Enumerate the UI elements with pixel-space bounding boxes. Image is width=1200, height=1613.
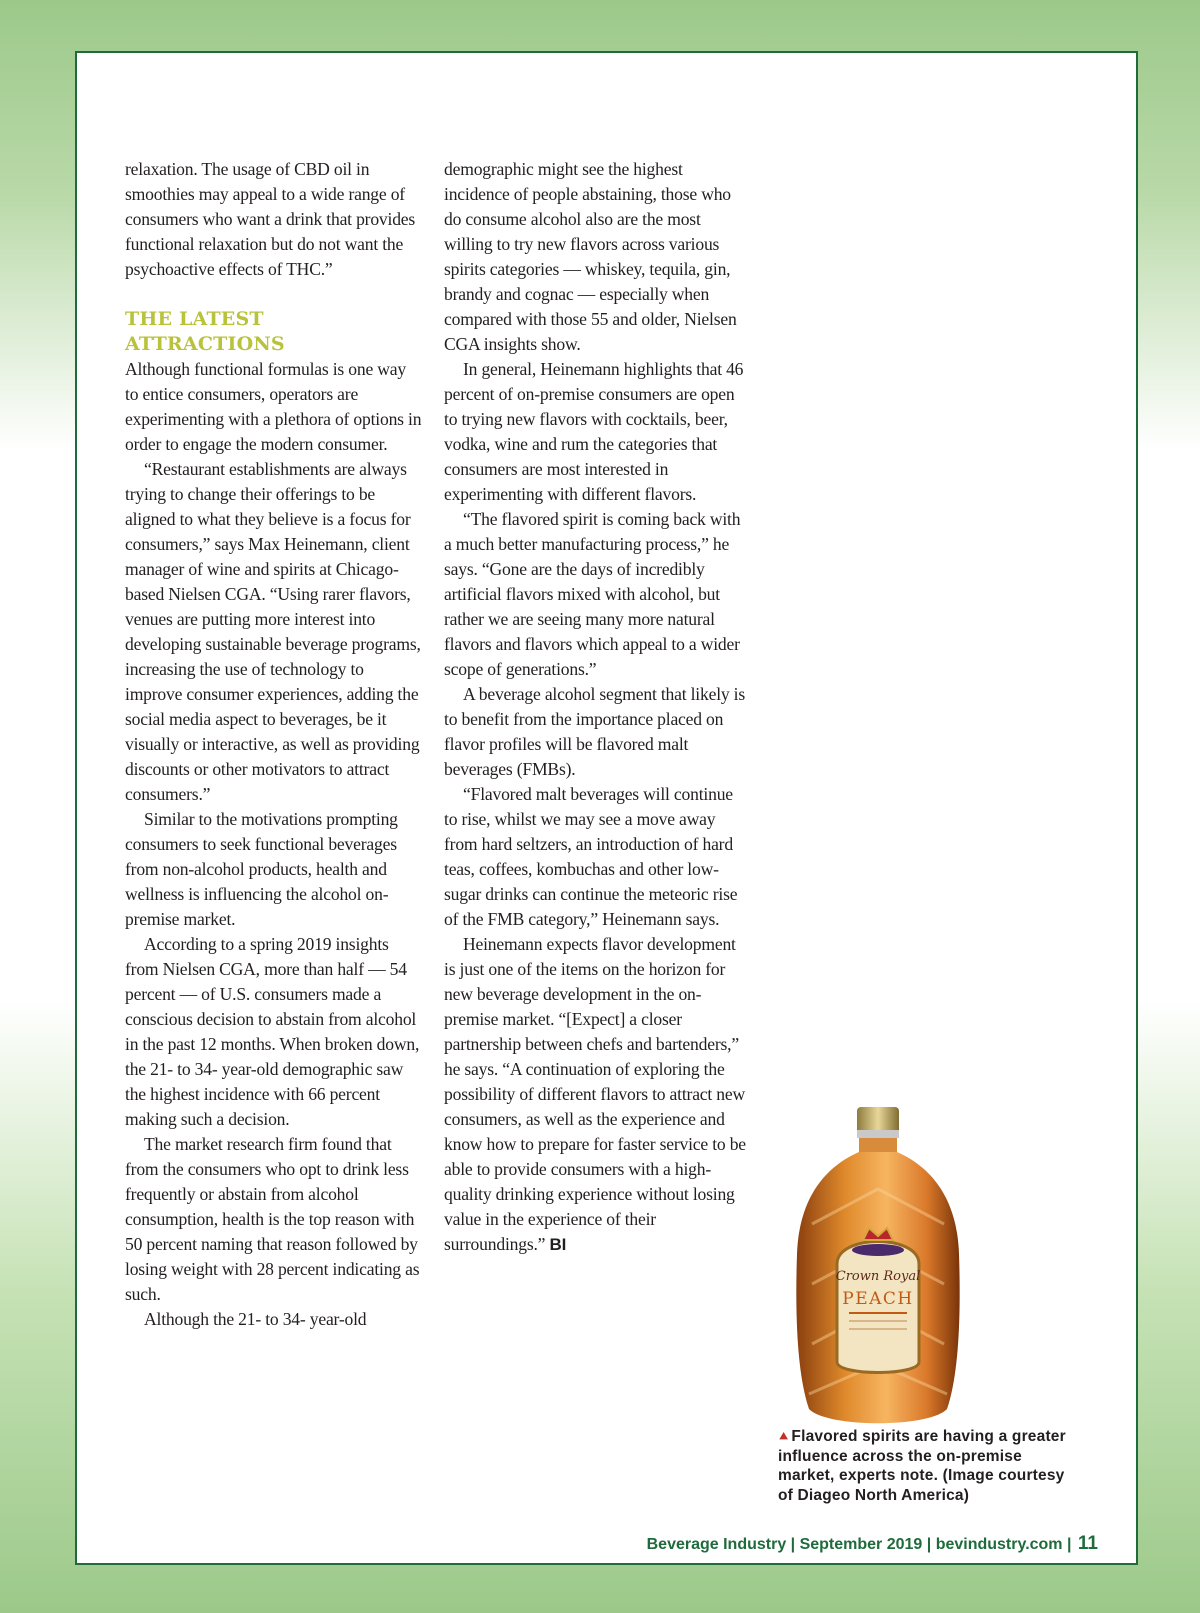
paragraph: A beverage alcohol segment that likely is to benefit from the importance placed on flavor profiles will be flavored malt beverages (FMBs).: [444, 684, 746, 779]
footer-text: Beverage Industry | September 2019 | bevindustry.com |: [646, 1536, 1072, 1553]
image-caption: [778, 1427, 1068, 1505]
article-column-left: [125, 157, 423, 1332]
paragraph: demographic might see the highest incidence of people abstaining, those who do consume alcohol also are the most willing to try new flavors across various spirits categories — whiskey, tequila, gin, brandy and cognac — especially when compared with those 55 and older, Nielsen CGA insights show.: [444, 159, 737, 354]
paragraph: Similar to the motivations prompting consumers to seek functional beverages from non-alcohol products, health and wellness is influencing the alcohol on-premise market.: [125, 809, 398, 929]
paragraph: “Restaurant establishments are always trying to change their offerings to be aligned to what they believe is a focus for consumers,” says Max Heinemann, client manager of wine and spirits at Chicago-based Nielsen CGA. “Using rarer flavors, venues are putting more interest into developing sustainable beverage programs, increasing the use of technology to improve consumer experiences, adding the social media aspect to beverages, be it visually or interactive, as well as providing discounts or other motivators to attract consumers.”: [125, 459, 421, 804]
article-column-middle: [444, 157, 746, 1257]
crown-royal-peach-bottle-image: [787, 1104, 969, 1434]
paragraph: Although the 21- to 34- year-old: [144, 1309, 367, 1329]
paragraph: Although functional formulas is one way to entice consumers, operators are experimenting with a plethora of options in order to engage the modern consumer.: [125, 359, 422, 454]
paragraph: In general, Heinemann highlights that 46 percent of on-premise consumers are open to trying new flavors with cocktails, beer, vodka, wine and rum the categories that consumers are most interested in experimenting with different flavors.: [444, 359, 744, 504]
paragraph: relaxation. The usage of CBD oil in smoothies may appeal to a wide range of consumers who want a drink that provides functional relaxation but do not want the psychoactive effects of THC.”: [125, 159, 416, 279]
page-footer: [647, 1533, 1098, 1555]
paragraph: “The flavored spirit is coming back with a much better manufacturing process,” he says. “Gone are the days of incredibly artificial flavors mixed with alcohol, but rather we are seeing many more natural flavors and flavors which appeal to a wider scope of generations.”: [444, 509, 741, 679]
page-frame: [75, 51, 1138, 1565]
caption-text: Flavored spirits are having a greater influence across the on-premise market, experts note. (Image courtesy of Diageo North America): [778, 1428, 1066, 1504]
section-subhead: THE LATEST ATTRACTIONS: [125, 308, 285, 355]
page-number: 11: [1077, 1533, 1098, 1554]
end-mark: BI: [549, 1235, 567, 1254]
caret-up-icon: ⯅: [778, 1428, 790, 1444]
paragraph-text: Heinemann expects flavor development is just one of the items on the horizon for new beverage development in the on-premise market. “[Expect] a closer partnership between chefs and bartenders,” he says. “A continuation of exploring the possibility of different flavors to attract new consumers, as well as the experience and know how to prepare for faster service to be able to provide consumers with a high-quality drinking experience without losing value in the experience of their surroundings.”: [444, 934, 746, 1254]
paragraph: “Flavored malt beverages will continue to rise, whilst we may see a move away from hard seltzers, an introduction of hard teas, coffees, kombuchas and other low-sugar drinks can continue the meteoric rise of the FMB category,” Heinemann says.: [444, 784, 738, 929]
paragraph: According to a spring 2019 insights from Nielsen CGA, more than half — 54 percent — of U.S. consumers made a conscious decision to abstain from alcohol in the past 12 months. When broken down, the 21- to 34- year-old demographic saw the highest incidence with 66 percent making such a decision.: [125, 934, 420, 1129]
bottle-label-brand: Crown Royal: [835, 1269, 921, 1284]
bottle-label-flavor: PEACH: [842, 1289, 914, 1309]
paragraph-final: [444, 932, 746, 1257]
paragraph: The market research firm found that from the consumers who opt to drink less frequently or abstain from alcohol consumption, health is the top reason with 50 percent naming that reason followed by losing weight with 28 percent indicating as such.: [125, 1134, 420, 1304]
